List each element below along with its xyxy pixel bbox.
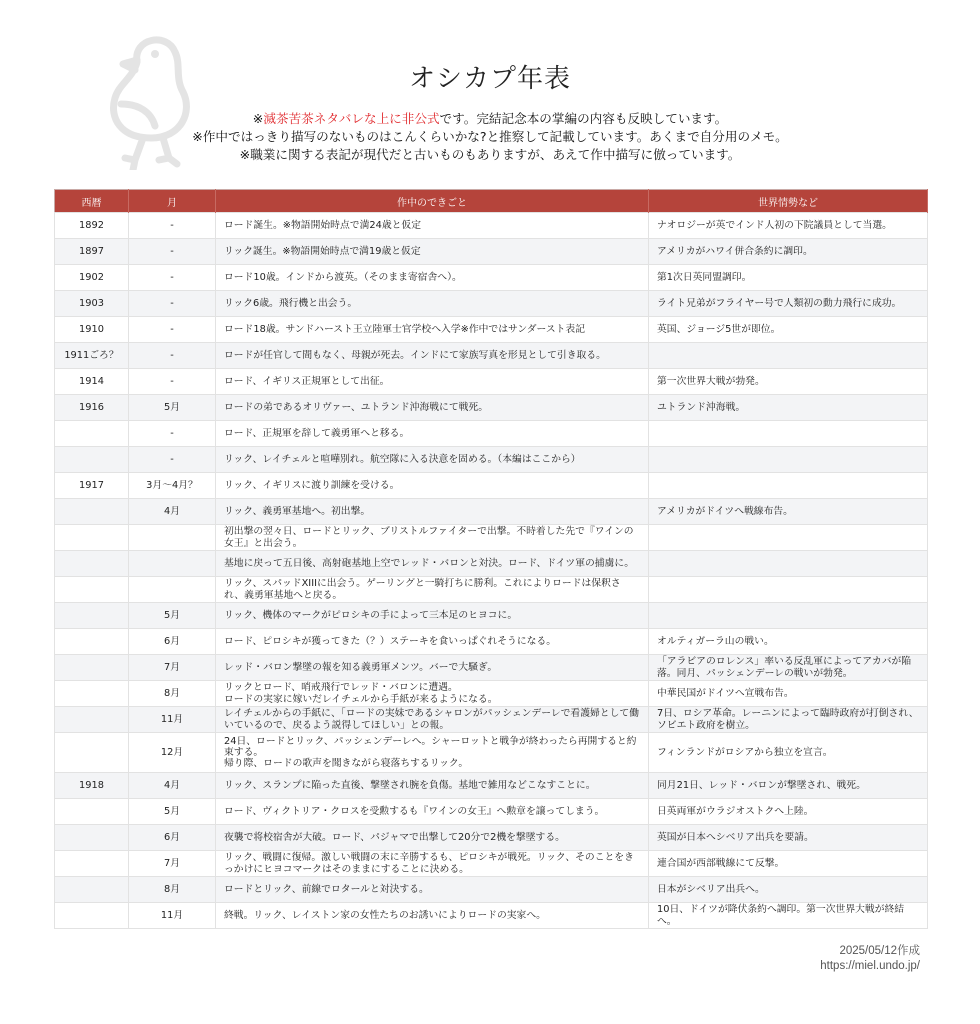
header-year: 西暦 bbox=[55, 190, 129, 213]
cell-month bbox=[129, 577, 216, 603]
cell-year bbox=[55, 877, 129, 903]
cell-world: 日本がシベリア出兵へ。 bbox=[649, 877, 928, 903]
table-row bbox=[55, 213, 928, 239]
table-row bbox=[55, 707, 928, 733]
table-row bbox=[55, 577, 928, 603]
table-row bbox=[55, 551, 928, 577]
cell-month: - bbox=[129, 265, 216, 291]
cell-event: リック、スパッドXIIIに出会う。ゲーリングと一騎打ちに勝利。これによりロードは保釈され、義勇軍基地へと戻る。 bbox=[216, 577, 649, 603]
table-row bbox=[55, 473, 928, 499]
cell-year: 1897 bbox=[55, 239, 129, 265]
cell-year bbox=[55, 629, 129, 655]
table-row bbox=[55, 499, 928, 525]
cell-month: 7月 bbox=[129, 655, 216, 681]
cell-event: リック、スランプに陥った直後、撃墜され腕を負傷。基地で雑用などこなすことに。 bbox=[216, 773, 649, 799]
cell-month: - bbox=[129, 317, 216, 343]
cell-year: 1892 bbox=[55, 213, 129, 239]
table-row bbox=[55, 447, 928, 473]
spoiler-warning: 滅茶苦茶ネタバレな上に非公式 bbox=[263, 111, 440, 126]
cell-year: 1902 bbox=[55, 265, 129, 291]
cell-event: リック、レイチェルと喧嘩別れ。航空隊に入る決意を固める。（本編はここから） bbox=[216, 447, 649, 473]
cell-month: 4月 bbox=[129, 499, 216, 525]
cell-month: - bbox=[129, 447, 216, 473]
note-line-2: ※作中ではっきり描写のないものはこんくらいかな?と推察して記載しています。あくまで自分用のメモ。 bbox=[192, 129, 788, 144]
cell-event: 24日、ロードとリック、パッシェンデーレへ。シャーロットと戦争が終わったら再開すると約束する。 帰り際、ロードの歌声を聞きながら寝落ちするリック。 bbox=[216, 733, 649, 773]
cell-event: ロード、正規軍を辞して義勇軍へと移る。 bbox=[216, 421, 649, 447]
table-row bbox=[55, 655, 928, 681]
table-header-row bbox=[55, 190, 928, 213]
cell-month: 5月 bbox=[129, 395, 216, 421]
table-row bbox=[55, 317, 928, 343]
cell-event: ロードが任官して間もなく、母親が死去。インドにて家族写真を形見として引き取る。 bbox=[216, 343, 649, 369]
cell-world: 「アラビアのロレンス」率いる反乱軍によってアカバが陥落。同月、パッシェンデーレの戦いが勃発。 bbox=[649, 655, 928, 681]
cell-event: ロード、イギリス正規軍として出征。 bbox=[216, 369, 649, 395]
cell-world bbox=[649, 577, 928, 603]
cell-month: - bbox=[129, 291, 216, 317]
cell-world bbox=[649, 603, 928, 629]
cell-event: ロードの弟であるオリヴァー、ユトランド沖海戦にて戦死。 bbox=[216, 395, 649, 421]
header-month: 月 bbox=[129, 190, 216, 213]
header-world: 世界情勢など bbox=[649, 190, 928, 213]
cell-year bbox=[55, 825, 129, 851]
cell-month: 12月 bbox=[129, 733, 216, 773]
cell-month: 11月 bbox=[129, 903, 216, 929]
table-row bbox=[55, 851, 928, 877]
note-line-3: ※職業に関する表記が現代だと古いものもありますが、あえて作中描写に倣っています。 bbox=[239, 147, 741, 162]
cell-year bbox=[55, 707, 129, 733]
cell-event: ロードとリック、前線でロタールと対決する。 bbox=[216, 877, 649, 903]
cell-year bbox=[55, 603, 129, 629]
cell-year bbox=[55, 421, 129, 447]
cell-event: ロード誕生。※物語開始時点で満24歳と仮定 bbox=[216, 213, 649, 239]
cell-month: 8月 bbox=[129, 681, 216, 707]
cell-event: 終戦。リック、レイストン家の女性たちのお誘いによりロードの実家へ。 bbox=[216, 903, 649, 929]
cell-world: 同月21日、レッド・バロンが撃墜され、戦死。 bbox=[649, 773, 928, 799]
cell-world: アメリカがハワイ併合条約に調印。 bbox=[649, 239, 928, 265]
cell-month bbox=[129, 525, 216, 551]
note-line-1: ※滅茶苦茶ネタバレな上に非公式です。完結記念本の掌編の内容も反映しています。 bbox=[252, 111, 728, 126]
cell-world bbox=[649, 473, 928, 499]
cell-world: アメリカがドイツへ戦線布告。 bbox=[649, 499, 928, 525]
cell-world: 英国、ジョージ5世が即位。 bbox=[649, 317, 928, 343]
chronology-table bbox=[54, 189, 928, 929]
cell-event: ロード18歳。サンドハースト王立陸軍士官学校へ入学※作中ではサンダースト表記 bbox=[216, 317, 649, 343]
cell-world bbox=[649, 421, 928, 447]
cell-event: リック、機体のマークがピロシキの手によって三本足のヒヨコに。 bbox=[216, 603, 649, 629]
cell-world: 連合国が西部戦線にて反撃。 bbox=[649, 851, 928, 877]
table-row bbox=[55, 773, 928, 799]
cell-world: オルティガーラ山の戦い。 bbox=[649, 629, 928, 655]
cell-year bbox=[55, 551, 129, 577]
cell-event: リック誕生。※物語開始時点で満19歳と仮定 bbox=[216, 239, 649, 265]
table-row bbox=[55, 799, 928, 825]
cell-year bbox=[55, 903, 129, 929]
cell-year: 1903 bbox=[55, 291, 129, 317]
cell-event: 夜襲で将校宿舎が大破。ロード、パジャマで出撃して20分で2機を撃墜する。 bbox=[216, 825, 649, 851]
page-title: オシカプ年表 bbox=[408, 64, 571, 94]
cell-world: ユトランド沖海戦。 bbox=[649, 395, 928, 421]
cell-year bbox=[55, 655, 129, 681]
cell-event: ロード10歳。インドから渡英。（そのまま寄宿舎へ）。 bbox=[216, 265, 649, 291]
cell-world: 7日、ロシア革命。レーニンによって臨時政府が打倒され、ソビエト政府を樹立。 bbox=[649, 707, 928, 733]
cell-world: 英国が日本へシベリア出兵を要請。 bbox=[649, 825, 928, 851]
cell-year: 1914 bbox=[55, 369, 129, 395]
cell-year: 1918 bbox=[55, 773, 129, 799]
table-row bbox=[55, 681, 928, 707]
cell-event: リック、イギリスに渡り訓練を受ける。 bbox=[216, 473, 649, 499]
cell-month: - bbox=[129, 369, 216, 395]
cell-month bbox=[129, 551, 216, 577]
cell-world: フィンランドがロシアから独立を宣言。 bbox=[649, 733, 928, 773]
cell-month: 3月～4月？ bbox=[129, 473, 216, 499]
table-row bbox=[55, 733, 928, 773]
header-event: 作中のできごと bbox=[216, 190, 649, 213]
cell-month: - bbox=[129, 213, 216, 239]
cell-year bbox=[55, 577, 129, 603]
cell-year bbox=[55, 851, 129, 877]
cell-year bbox=[55, 499, 129, 525]
notes bbox=[0, 110, 980, 164]
cell-month: 7月 bbox=[129, 851, 216, 877]
cell-event: リック、戦闘に復帰。激しい戦闘の末に辛勝するも、ピロシキが戦死。リック、そのことをきっかけにヒヨコマークはそのままにすることに決める。 bbox=[216, 851, 649, 877]
table-row bbox=[55, 239, 928, 265]
cell-event: リック6歳。飛行機と出会う。 bbox=[216, 291, 649, 317]
cell-event: リック、義勇軍基地へ。初出撃。 bbox=[216, 499, 649, 525]
cell-year bbox=[55, 447, 129, 473]
cell-month: 5月 bbox=[129, 603, 216, 629]
site-url[interactable]: https://miel.undo.jp/ bbox=[820, 960, 920, 972]
cell-year bbox=[55, 681, 129, 707]
cell-year: 1917 bbox=[55, 473, 129, 499]
cell-month: 5月 bbox=[129, 799, 216, 825]
cell-year bbox=[55, 525, 129, 551]
table-row bbox=[55, 525, 928, 551]
table-row bbox=[55, 343, 928, 369]
table-row bbox=[55, 825, 928, 851]
table-row bbox=[55, 369, 928, 395]
cell-world bbox=[649, 447, 928, 473]
cell-month: - bbox=[129, 421, 216, 447]
cell-month: 4月 bbox=[129, 773, 216, 799]
cell-event: レッド・バロン撃墜の報を知る義勇軍メンツ。バーで大騒ぎ。 bbox=[216, 655, 649, 681]
created-date: 2025/05/12作成 bbox=[839, 945, 920, 957]
cell-event: 基地に戻って五日後、高射砲基地上空でレッド・バロンと対決。ロード、ドイツ軍の捕虜に。 bbox=[216, 551, 649, 577]
cell-year: 1910 bbox=[55, 317, 129, 343]
cell-month: 8月 bbox=[129, 877, 216, 903]
cell-month: - bbox=[129, 239, 216, 265]
cell-world: 第一次世界大戦が勃発。 bbox=[649, 369, 928, 395]
table-row bbox=[55, 265, 928, 291]
table-row bbox=[55, 629, 928, 655]
cell-event: レイチェルからの手紙に、「ロードの実妹であるシャロンがパッシェンデーレで看護婦として働いているので、戻るよう説得してほしい」との報。 bbox=[216, 707, 649, 733]
cell-world bbox=[649, 551, 928, 577]
cell-event: ロード、ヴィクトリア・クロスを受勲するも『ワインの女王』へ勲章を譲ってしまう。 bbox=[216, 799, 649, 825]
cell-world: 第1次日英同盟調印。 bbox=[649, 265, 928, 291]
cell-year: 1911ごろ？ bbox=[55, 343, 129, 369]
cell-world bbox=[649, 343, 928, 369]
cell-month: 6月 bbox=[129, 629, 216, 655]
cell-world: 10日、ドイツが降伏条約へ調印。第一次世界大戦が終結へ。 bbox=[649, 903, 928, 929]
cell-year: 1916 bbox=[55, 395, 129, 421]
table-row bbox=[55, 291, 928, 317]
cell-year bbox=[55, 799, 129, 825]
table-row bbox=[55, 395, 928, 421]
footer bbox=[820, 944, 920, 974]
table-row bbox=[55, 903, 928, 929]
table-row bbox=[55, 877, 928, 903]
cell-event: ロード、ピロシキが獲ってきた（？）ステーキを食いっぱぐれそうになる。 bbox=[216, 629, 649, 655]
table-row bbox=[55, 603, 928, 629]
cell-event: 初出撃の翌々日、ロードとリック、ブリストルファイターで出撃。不時着した先で『ワインの女王』と出会う。 bbox=[216, 525, 649, 551]
cell-world bbox=[649, 525, 928, 551]
cell-world: 中華民国がドイツへ宣戦布告。 bbox=[649, 681, 928, 707]
table-body bbox=[55, 213, 928, 929]
cell-world: ナオロジーが英でインド人初の下院議員として当選。 bbox=[649, 213, 928, 239]
cell-year bbox=[55, 733, 129, 773]
cell-event: リックとロード、哨戒飛行でレッド・バロンに遭遇。 ロードの実家に嫁いだレイチェルから手紙が来るようになる。 bbox=[216, 681, 649, 707]
cell-month: - bbox=[129, 343, 216, 369]
table-row bbox=[55, 421, 928, 447]
cell-world: 日英両軍がウラジオストクへ上陸。 bbox=[649, 799, 928, 825]
cell-world: ライト兄弟がフライヤー号で人類初の動力飛行に成功。 bbox=[649, 291, 928, 317]
cell-month: 6月 bbox=[129, 825, 216, 851]
cell-month: 11月 bbox=[129, 707, 216, 733]
